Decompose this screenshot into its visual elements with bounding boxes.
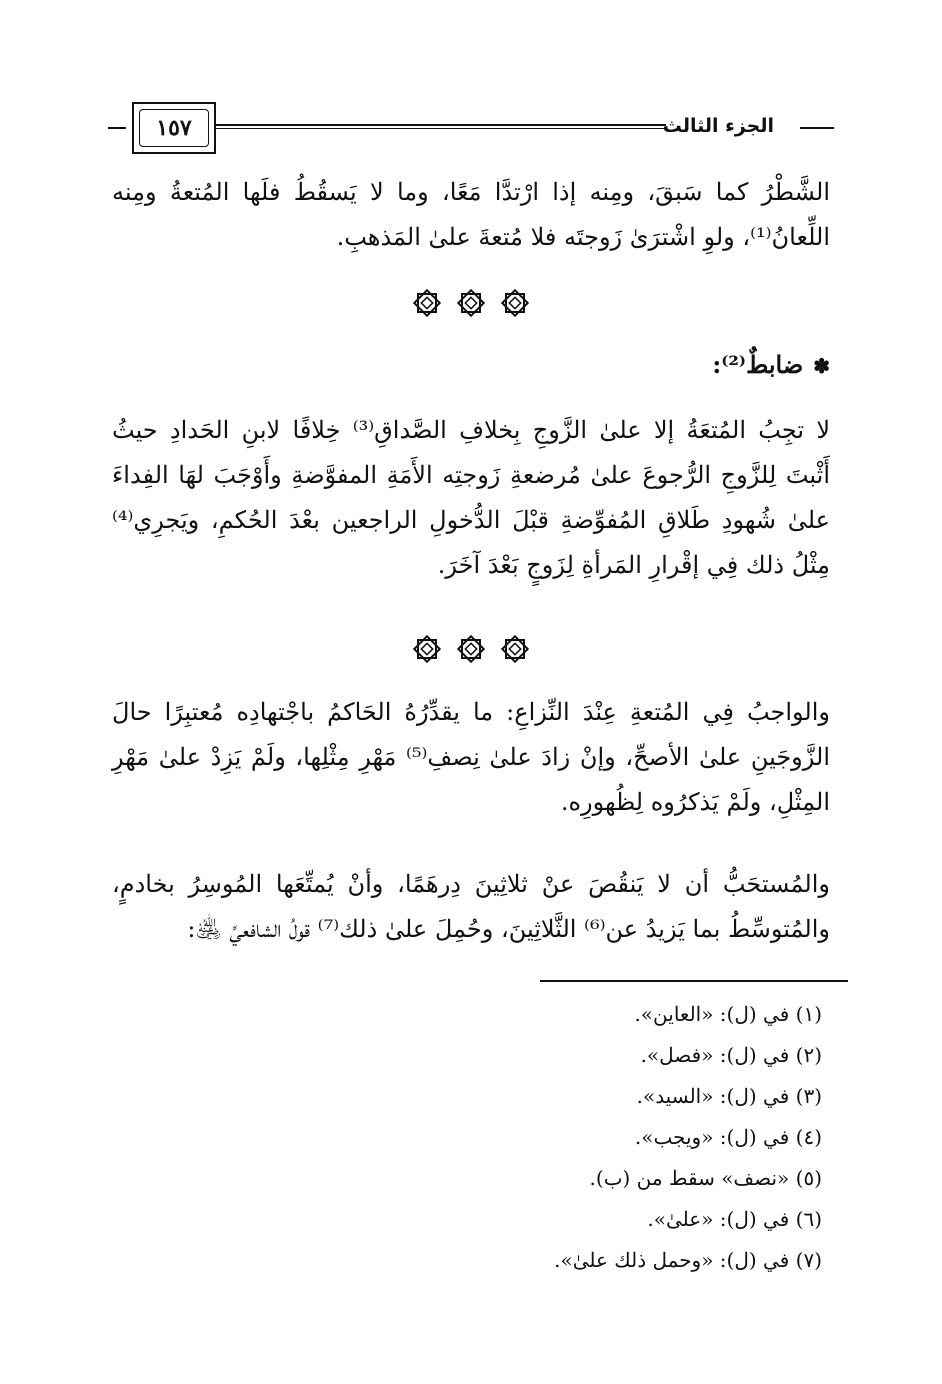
heading-text: ضابطٌ⁽²⁾: xyxy=(712,350,804,379)
footnote-item: (٢) في (ل): «فصل». xyxy=(640,1043,822,1067)
page-number-frame xyxy=(132,102,216,154)
footnote-item: (٦) في (ل): «علىٰ». xyxy=(647,1207,822,1231)
asterisk-icon: ✽ xyxy=(813,354,830,378)
eight-point-star-icon xyxy=(456,288,486,318)
paragraph-4: والمُستحَبُّ أن لا يَنقُصَ عنْ ثلاثِينَ دِرهَمًا، وأنْ يُمتِّعَها المُوسِرُ بخادمٍ، والمُتوسِّطُ بما يَزيدُ عن⁽⁶⁾ الثَّلاثِينَ، وحُمِلَ علىٰ ذلك⁽⁷⁾ قولُ الشافعيِّ ﵁: xyxy=(112,870,830,943)
eight-point-star-icon xyxy=(412,288,442,318)
footnote-item: (٧) في (ل): «وحمل ذلك علىٰ». xyxy=(554,1248,822,1272)
footnote-item: (٥) «نصف» سقط من (ب). xyxy=(589,1166,822,1190)
footnote-item: (٤) في (ل): «ويجب». xyxy=(634,1125,822,1149)
eight-point-star-icon xyxy=(412,634,442,664)
running-title: الجزء الثالث xyxy=(662,115,774,137)
section-separator xyxy=(0,288,942,318)
footnote-rule xyxy=(540,980,848,982)
paragraph-2: لا تجِبُ المُتعَةُ إلا علىٰ الزَّوجِ بِخلافِ الصَّداقِ⁽³⁾ خِلافًا لابنِ الحَدادِ حيثُ أَثْبتَ لِلزَّوجِ الرُّجوعَ علىٰ مُرضعةِ زَوجتِه الأَمَةِ المفوَّضةِ وأَوْجَبَ لهَا الفِداءَ علىٰ شُهودِ طَلاقِ المُفوِّضةِ قبْلَ الدُّخولِ الراجعين بعْدَ الحُكمِ، ويَجرِي⁽⁴⁾ مِثْلُ ذلك فِي إقْرارِ المَرأةِ لِزَوجٍ بَعْدَ آخَرَ. xyxy=(112,416,831,579)
header-dash-right xyxy=(800,127,834,129)
eight-point-star-icon xyxy=(500,634,530,664)
header-dash-left xyxy=(108,127,126,129)
paragraph-1: الشَّطْرُ كما سَبقَ، ومِنه إذا ارْتدَّا مَعًا، وما لا يَسقُطُ فلَها المُتعةُ ومِنه اللِّعانُ⁽¹⁾، ولوِ اشْترَىٰ زَوجتَه فلا مُتعةَ علىٰ المَذهبِ. xyxy=(112,178,830,251)
footnote-item: (٣) في (ل): «السيد». xyxy=(636,1084,822,1108)
eight-point-star-icon xyxy=(456,634,486,664)
section-heading xyxy=(712,345,830,386)
page-header xyxy=(108,100,834,160)
page-number: ١٥٧ xyxy=(139,109,209,147)
footnotes-list xyxy=(554,994,822,1281)
paragraph-3: والواجبُ فِي المُتعةِ عِنْدَ النِّزاعِ: ما يقدِّرُهُ الحَاكمُ باجْتهادِه مُعتبِرًا حالَ الزَّوجَينِ علىٰ الأصحِّ، وإنْ زادَ علىٰ نِصفِ⁽⁵⁾ مَهْرِ مِثْلِها، ولَمْ يَزِدْ علىٰ مَهْرِ المِثْلِ، ولَمْ يَذكرُوه لِظُهورِه. xyxy=(112,698,830,816)
header-rule xyxy=(216,124,666,129)
eight-point-star-icon xyxy=(500,288,530,318)
section-separator xyxy=(0,634,942,664)
footnote-item: (١) في (ل): «العاين». xyxy=(634,1002,822,1026)
